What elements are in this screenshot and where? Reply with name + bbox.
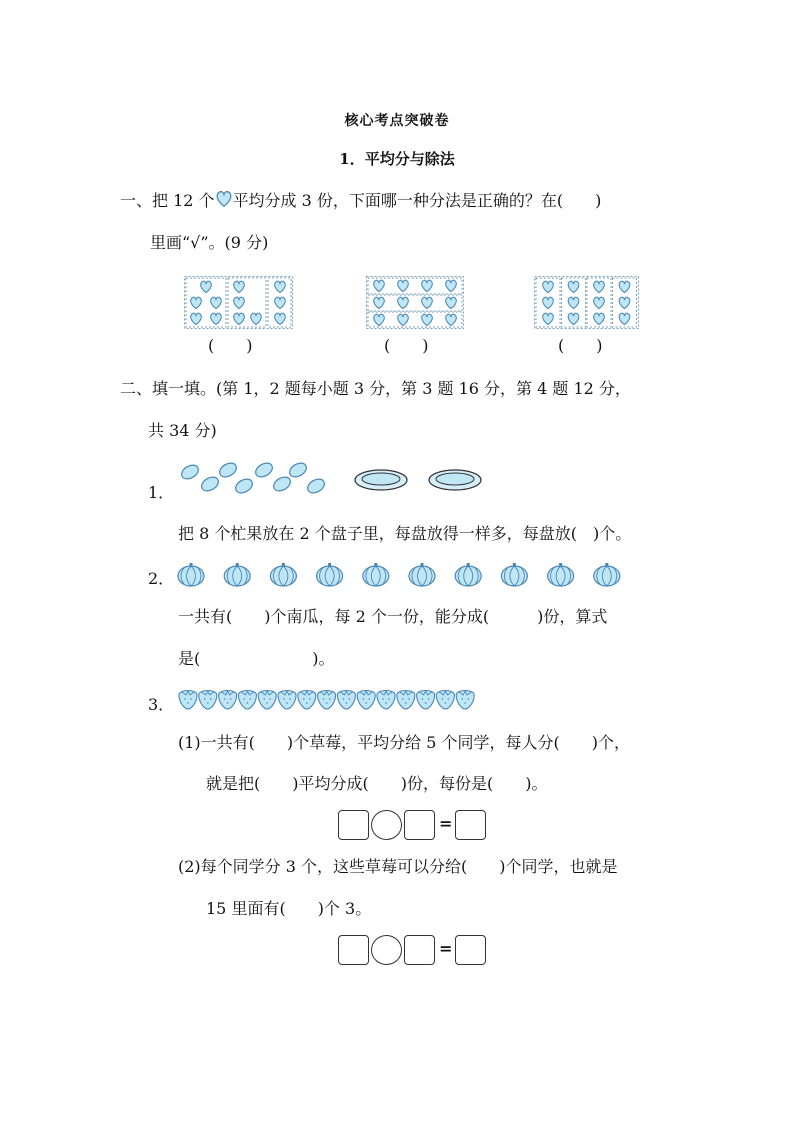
pumpkin-icon <box>409 563 435 586</box>
q1-option-a-figure <box>184 276 294 332</box>
strawberry-icon <box>199 691 217 710</box>
pumpkin-icon <box>548 563 574 586</box>
q1-option-c-figure <box>534 276 640 332</box>
heart-icon <box>191 313 202 324</box>
heart-icon <box>211 313 222 324</box>
heart-icon <box>211 297 222 308</box>
pumpkin-icon <box>501 563 527 586</box>
q2-item3-number: 3． <box>148 695 175 714</box>
heart-icon <box>422 297 433 308</box>
heart-icon <box>619 313 630 324</box>
q1-option-c-blank[interactable]: ( ) <box>558 336 603 355</box>
equation-box[interactable] <box>338 810 369 840</box>
mango-icon <box>179 462 201 481</box>
q2-header-line2: 共 34 分) <box>148 421 217 440</box>
heart-icon <box>422 280 433 291</box>
q1-line2: 里画“√”。(9 分) <box>150 233 269 252</box>
heart-icon <box>251 313 262 324</box>
q2-item3-part2-line2: 15 里面有( )个 3。 <box>206 899 372 918</box>
q2-item2-text-line1: 一共有( )个南瓜，每 2 个一份，能分成( )份，算式 <box>178 607 608 626</box>
heart-icon <box>543 281 554 292</box>
mango-icon <box>253 460 275 479</box>
q2-header-line1: 二、填一填。(第 1，2 题每小题 3 分，第 3 题 16 分，第 4 题 12 分， <box>120 379 631 398</box>
strawberry-icon <box>397 691 415 710</box>
mango-group <box>178 460 328 500</box>
mango-icon <box>199 474 221 493</box>
plate-icon <box>427 468 483 492</box>
q1-option-a-blank[interactable]: ( ) <box>208 336 253 355</box>
heart-icon <box>422 314 433 325</box>
q2-item3-part1-line2: 就是把( )平均分成( )份，每份是( )。 <box>206 774 548 793</box>
pumpkin-icon <box>317 563 343 586</box>
heart-icon <box>374 314 385 325</box>
q1-option-b-blank[interactable]: ( ) <box>384 336 429 355</box>
mango-icon <box>217 460 239 479</box>
q1-line1-suffix: 平均分成 3 份，下面哪一种分法是正确的？在( ) <box>232 191 602 210</box>
strawberry-icon <box>456 691 474 710</box>
operator-circle[interactable] <box>371 935 402 965</box>
section-subtitle: 1．平均分与除法 <box>339 150 455 168</box>
q1-option-b-figure <box>366 276 464 332</box>
strawberry-icon <box>278 691 296 710</box>
heart-icon <box>543 313 554 324</box>
heart-icon <box>275 281 286 292</box>
heart-icon <box>619 281 630 292</box>
heart-icon <box>568 281 579 292</box>
equation-box[interactable] <box>404 810 435 840</box>
heart-icon <box>398 297 409 308</box>
heart-icon <box>275 297 286 308</box>
operator-circle[interactable] <box>371 810 402 840</box>
heart-icon <box>191 297 202 308</box>
heart-icon <box>594 313 605 324</box>
heart-icon <box>398 280 409 291</box>
pumpkin-icon <box>270 563 296 586</box>
strawberry-icon <box>417 691 435 710</box>
heart-icon <box>374 280 385 291</box>
equals-sign: = <box>439 939 453 958</box>
heart-icon <box>234 281 245 292</box>
strawberry-icon <box>298 691 316 710</box>
mango-icon <box>305 476 327 495</box>
heart-icon <box>374 297 385 308</box>
heart-icon <box>594 281 605 292</box>
heart-icon <box>446 314 457 325</box>
mango-icon <box>233 476 255 495</box>
strawberry-group <box>178 686 483 712</box>
q2-item1-text: 把 8 个杧果放在 2 个盘子里，每盘放得一样多，每盘放( )个。 <box>178 524 632 543</box>
answer-box[interactable] <box>455 935 486 965</box>
plate-icon <box>353 468 409 492</box>
pumpkin-icon <box>594 563 620 586</box>
heart-icon <box>619 297 630 308</box>
page-title: 核心考点突破卷 <box>344 113 450 129</box>
q2-item2-number: 2． <box>148 569 175 588</box>
q1-line1 <box>120 190 601 212</box>
strawberry-icon <box>258 691 276 710</box>
pumpkin-group <box>176 562 626 588</box>
pumpkin-icon <box>455 563 481 586</box>
strawberry-icon <box>337 691 355 710</box>
strawberry-icon <box>377 691 395 710</box>
equation-box[interactable] <box>404 935 435 965</box>
heart-icon <box>398 314 409 325</box>
heart-icon <box>234 297 245 308</box>
strawberry-icon <box>357 691 375 710</box>
pumpkin-icon <box>363 563 389 586</box>
q2-item2-text-line2: 是( )。 <box>178 649 335 668</box>
heart-icon <box>275 313 286 324</box>
heart-icon <box>446 280 457 291</box>
q1-line1-prefix: 一、把 12 个 <box>120 191 215 210</box>
pumpkin-icon <box>224 563 250 586</box>
heart-icon <box>594 297 605 308</box>
strawberry-icon <box>318 691 336 710</box>
heart-icon <box>201 281 212 292</box>
heart-icon <box>568 313 579 324</box>
heart-icon <box>543 297 554 308</box>
answer-box[interactable] <box>455 810 486 840</box>
q2-item3-part1-line1: (1)一共有( )个草莓，平均分给 5 个同学，每人分( )个， <box>178 733 630 752</box>
heart-icon <box>215 190 233 208</box>
heart-icon <box>234 313 245 324</box>
strawberry-icon <box>219 691 237 710</box>
heart-icon <box>446 297 457 308</box>
heart-icon <box>568 297 579 308</box>
strawberry-icon <box>179 691 197 710</box>
equation-box[interactable] <box>338 935 369 965</box>
mango-icon <box>287 460 309 479</box>
q2-item1-number: 1． <box>148 483 175 502</box>
pumpkin-icon <box>178 563 204 586</box>
strawberry-icon <box>238 691 256 710</box>
equals-sign: = <box>439 814 453 833</box>
mango-icon <box>271 474 293 493</box>
q2-item3-part2-line1: (2)每个同学分 3 个，这些草莓可以分给( )个同学，也就是 <box>178 857 618 876</box>
strawberry-icon <box>436 691 454 710</box>
